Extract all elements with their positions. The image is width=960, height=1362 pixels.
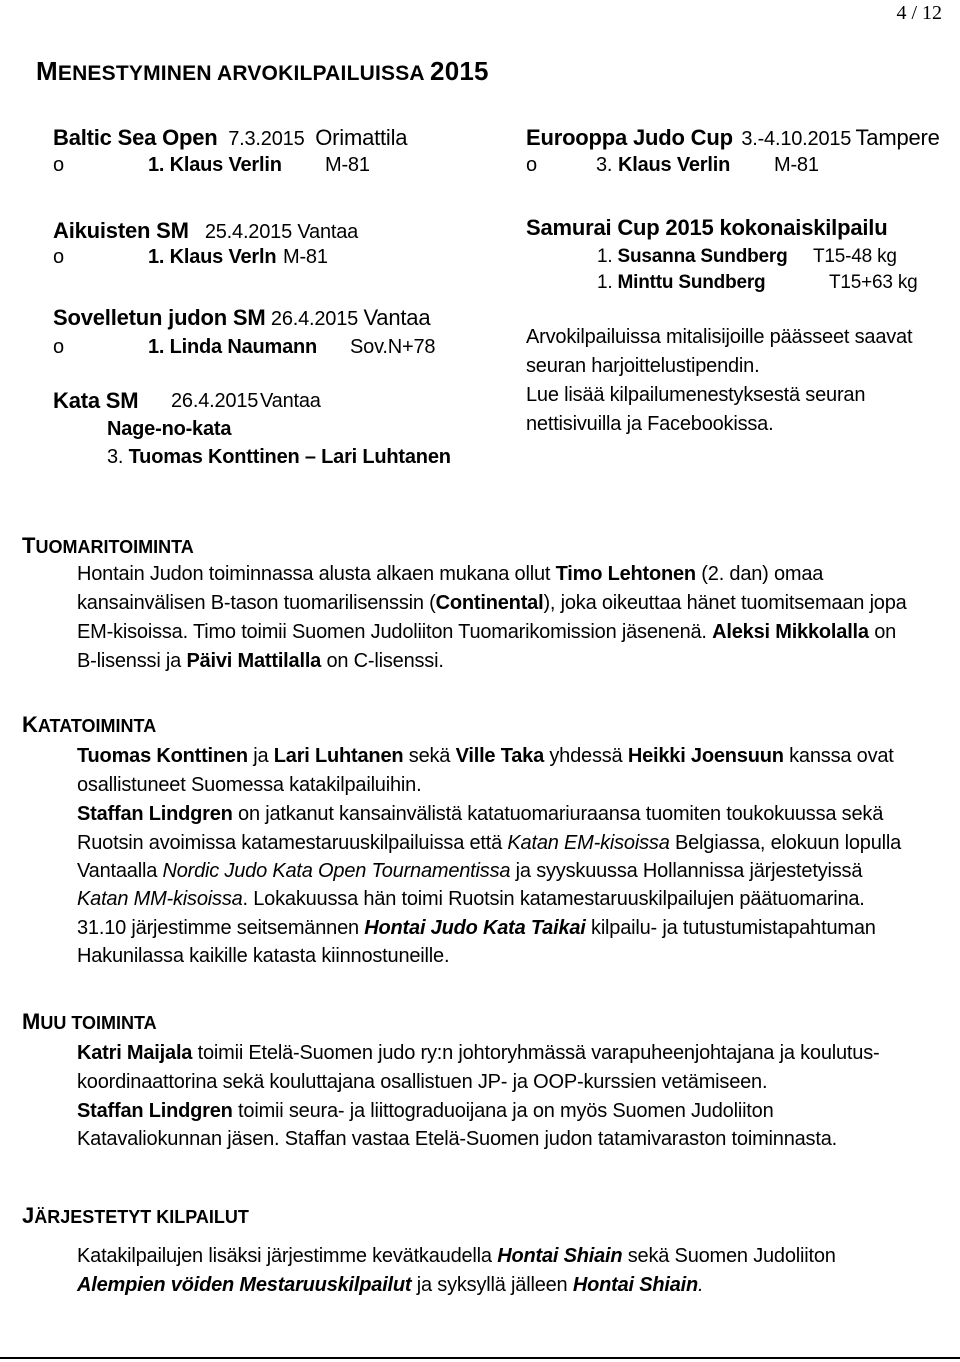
tuomari-line-2: kansainvälisen B-tason tuomarilisenssin (Continental), joka oikeuttaa hänet tuomitsemaan jopa xyxy=(77,592,907,614)
jarj-line-2: Alempien vöiden Mestaruuskilpailut ja syksyllä jälleen Hontai Shiain. xyxy=(77,1274,704,1296)
section-heading-kata: KATATOIMINTA xyxy=(22,712,157,737)
samurai-result-2: 1. Minttu Sundberg T15+63 kg xyxy=(597,272,918,293)
aikuisten-result: o 1. Klaus Verln M-81 xyxy=(53,246,328,268)
kata-sm-heading: Kata SM 26.4.2015 Vantaa xyxy=(53,388,321,413)
muu-line-1: Katri Maijala toimii Etelä-Suomen judo ry:n johtoryhmässä varapuheenjohtajana ja koulutus- xyxy=(77,1042,880,1064)
muu-line-3: Staffan Lindgren toimii seura- ja liittograduoijana ja on myös Suomen Judoliiton xyxy=(77,1100,774,1122)
note-line-3: Lue lisää kilpailumenestyksestä seuran xyxy=(526,384,866,406)
eurooppa-heading: Eurooppa Judo Cup 3.-4.10.2015 Tampere xyxy=(526,125,940,150)
kata-sm-result: 3. Tuomas Konttinen – Lari Luhtanen xyxy=(107,446,451,468)
jarj-line-1: Katakilpailujen lisäksi järjestimme kevätkaudella Hontai Shiain sekä Suomen Judoliiton xyxy=(77,1245,836,1267)
tuomari-line-1: Hontain Judon toiminnassa alusta alkaen mukana ollut Timo Lehtonen (2. dan) omaa xyxy=(77,563,824,585)
section-heading-muu: MUU TOIMINTA xyxy=(22,1009,157,1034)
samurai-result-1: 1. Susanna Sundberg T15-48 kg xyxy=(597,246,897,267)
kata-line-8: Hakunilassa kaikille katasta kiinnostuneille. xyxy=(77,945,450,967)
kata-line-4: Ruotsin avoimissa katamestaruuskilpailuissa että Katan EM-kisoissa Belgiassa, elokuun lopulla xyxy=(77,832,902,854)
page-number: 4 / 12 xyxy=(896,2,942,24)
tuomari-line-3: EM-kisoissa. Timo toimii Suomen Judoliiton Tuomarikomission jäsenenä. Aleksi Mikkolalla on xyxy=(77,621,897,643)
baltic-heading: Baltic Sea Open 7.3.2015 Orimattila xyxy=(53,125,408,150)
kata-line-2: osallistuneet Suomessa katakilpailuihin. xyxy=(77,774,422,796)
aikuisten-heading: Aikuisten SM 25.4.2015 Vantaa xyxy=(53,218,359,243)
kata-sm-sub: Nage-no-kata xyxy=(107,418,232,440)
baltic-result: o 1. Klaus Verlin M-81 xyxy=(53,154,370,176)
tuomari-line-4: B-lisenssi ja Päivi Mattilalla on C-lisenssi. xyxy=(77,650,444,672)
sovelletun-result: o 1. Linda Naumann Sov.N+78 xyxy=(53,336,436,358)
kata-line-7: 31.10 järjestimme seitsemännen Hontai Judo Kata Taikai kilpailu- ja tutustumistapahtuman xyxy=(77,917,876,939)
muu-line-4: Katavaliokunnan jäsen. Staffan vastaa Etelä-Suomen judon tatamivaraston toiminnasta. xyxy=(77,1128,837,1150)
muu-line-2: koordinaattorina sekä kouluttajana osallistuen JP- ja OOP-kurssien vetämiseen. xyxy=(77,1071,768,1093)
kata-line-6: Katan MM-kisoissa. Lokakuussa hän toimi Ruotsin katamestaruuskilpailujen päätuomarina. xyxy=(77,888,865,910)
samurai-heading: Samurai Cup 2015 kokonaiskilpailu xyxy=(526,215,888,240)
note-line-4: nettisivuilla ja Facebookissa. xyxy=(526,413,774,435)
kata-line-3: Staffan Lindgren on jatkanut kansainvälistä katatuomariuraansa tuomiten toukokuussa sekä xyxy=(77,803,884,825)
sovelletun-heading: Sovelletun judon SM 26.4.2015 Vantaa xyxy=(53,305,431,330)
bottom-rule xyxy=(0,1357,960,1359)
kata-line-5: Vantaalla Nordic Judo Kata Open Tournamentissa ja syyskuussa Hollannissa järjestetyissä xyxy=(77,860,863,882)
page-title: MENESTYMINEN ARVOKILPAILUISSA 2015 xyxy=(36,56,489,86)
note-line-1: Arvokilpailuissa mitalisijoille päässeet saavat xyxy=(526,326,913,348)
section-heading-jarj: JÄRJESTETYT KILPAILUT xyxy=(22,1203,249,1228)
kata-line-1: Tuomas Konttinen ja Lari Luhtanen sekä Ville Taka yhdessä Heikki Joensuun kanssa ovat xyxy=(77,745,894,767)
note-line-2: seuran harjoittelustipendin. xyxy=(526,355,760,377)
eurooppa-result: o 3. Klaus Verlin M-81 xyxy=(526,154,819,176)
section-heading-tuomari: TUOMARITOIMINTA xyxy=(22,533,194,558)
